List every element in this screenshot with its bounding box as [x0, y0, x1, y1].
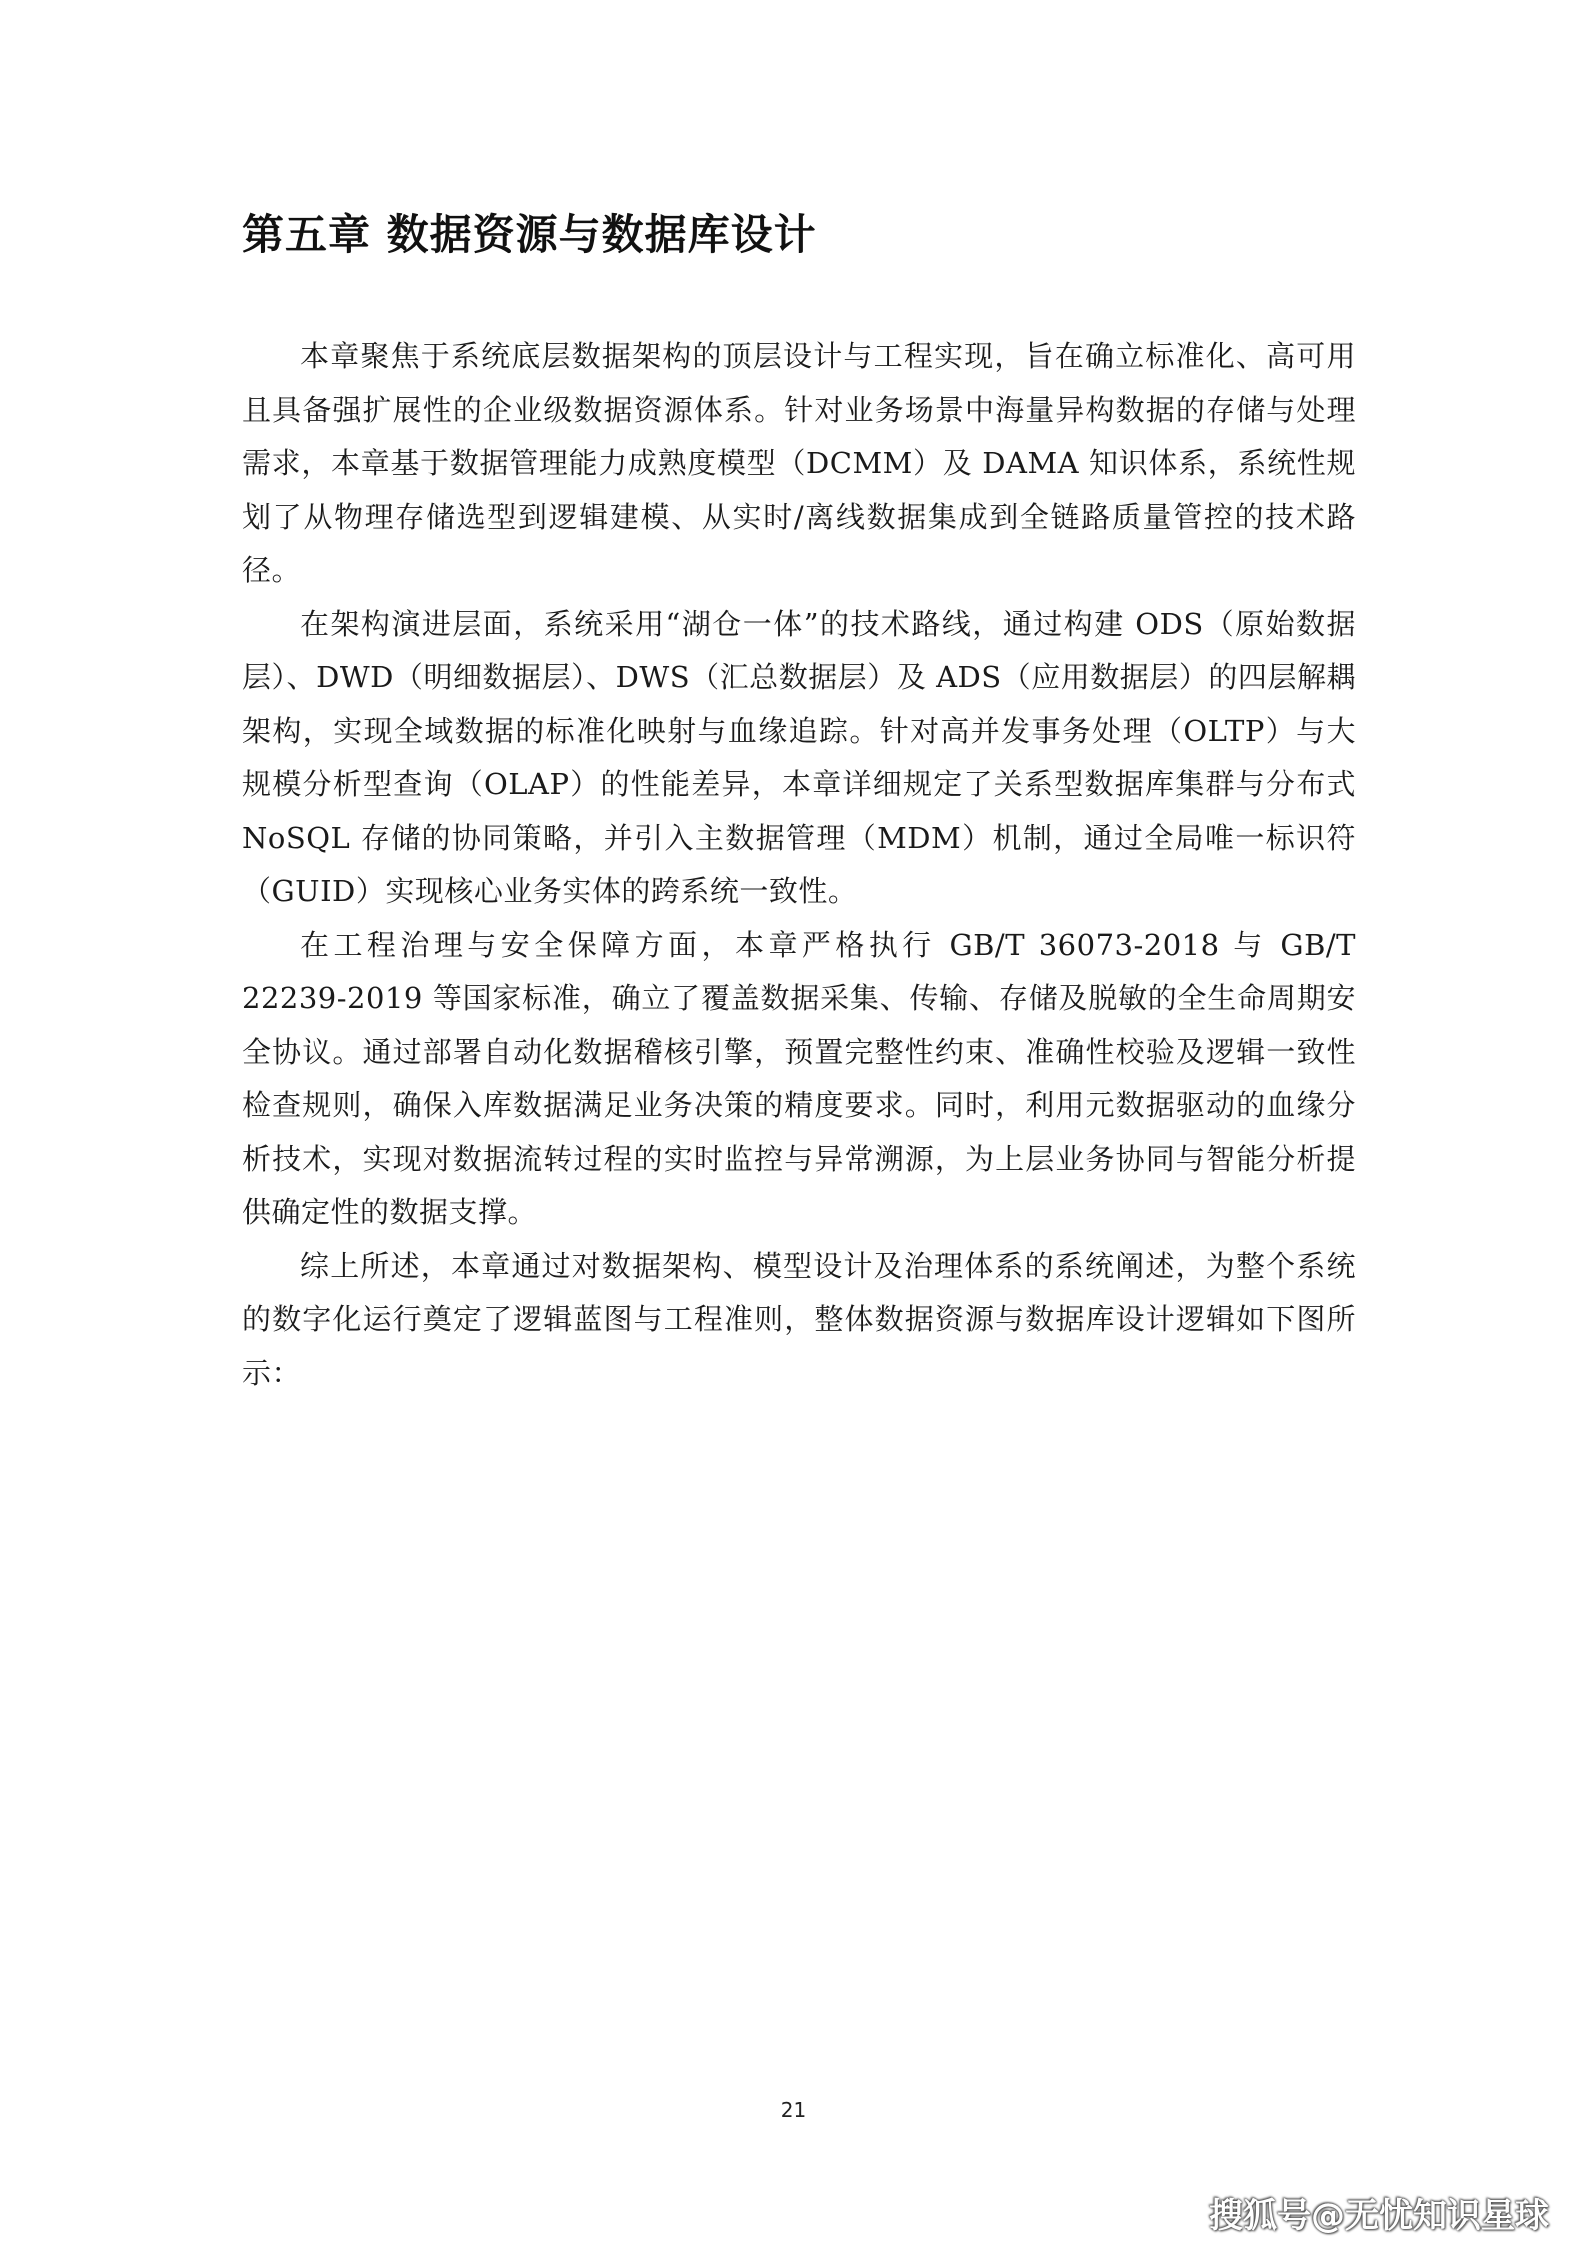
paragraph-governance: 在工程治理与安全保障方面，本章严格执行 GB/T 36073-2018 与 GB/T 22239-2019 等国家标准，确立了覆盖数据采集、传输、存储及脱敏的全生命周期安全协议。通过部署自动化数据稽核引擎，预置完整性约束、准确性校验及逻辑一致性检查规则，确保入库数据满足业务决策的精度要求。同时，利用元数据驱动的血缘分析技术，实现对数据流转过程的实时监控与异常溯源，为上层业务协同与智能分析提供确定性的数据支撑。	[242, 927, 1356, 1229]
paragraph-summary: 综上所述，本章通过对数据架构、模型设计及治理体系的系统阐述，为整个系统的数字化运行奠定了逻辑蓝图与工程准则，整体数据资源与数据库设计逻辑如下图所示：	[242, 1248, 1356, 1390]
paragraph-intro: 本章聚焦于系统底层数据架构的顶层设计与工程实现，旨在确立标准化、高可用且具备强扩展性的企业级数据资源体系。针对业务场景中海量异构数据的存储与处理需求，本章基于数据管理能力成熟度模型（DCMM）及 DAMA 知识体系，系统性规划了从物理存储选型到逻辑建模、从实时/离线数据集成到全链路质量管控的技术路径。	[242, 339, 1356, 587]
watermark: 搜狐号@无忧知识星球	[1209, 2196, 1549, 2236]
chapter-body	[242, 330, 1356, 1400]
paragraph-architecture: 在架构演进层面，系统采用“湖仓一体”的技术路线，通过构建 ODS（原始数据层）、DWD（明细数据层）、DWS（汇总数据层）及 ADS（应用数据层）的四层解耦架构，实现全域数据的标准化映射与血缘追踪。针对高并发事务处理（OLTP）与大规模分析型查询（OLAP）的性能差异，本章详细规定了关系型数据库集群与分布式 NoSQL 存储的协同策略，并引入主数据管理（MDM）机制，通过全局唯一标识符（GUID）实现核心业务实体的跨系统一致性。	[242, 606, 1356, 908]
page-number: 21	[780, 2098, 807, 2122]
chapter-title: 第五章 数据资源与数据库设计	[242, 210, 817, 259]
